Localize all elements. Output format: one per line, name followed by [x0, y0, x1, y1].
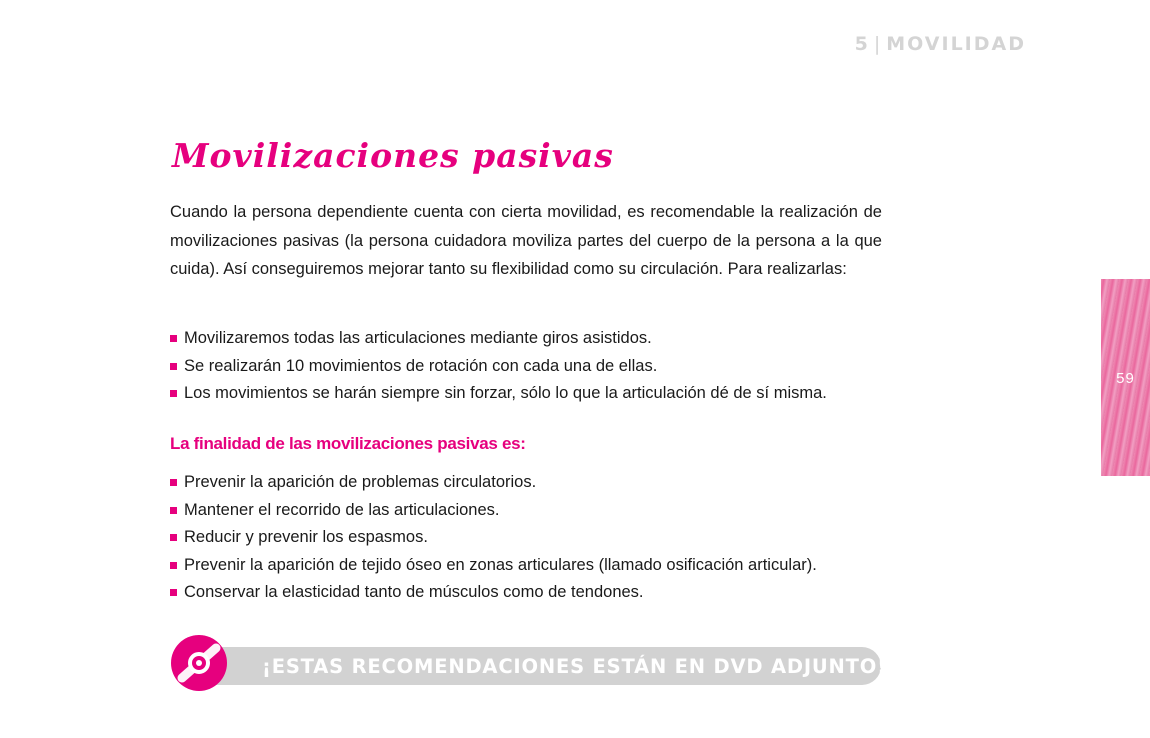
chapter-header: [855, 33, 1026, 55]
chapter-title: MOVILIDAD: [886, 33, 1026, 55]
list-item-text: Prevenir la aparición de tejido óseo en zonas articulares (llamado osificación articular).: [184, 555, 817, 574]
bullet-square-icon: [170, 335, 177, 342]
bullet-square-icon: [170, 534, 177, 541]
list-item: [170, 325, 890, 353]
list-item: [170, 524, 890, 552]
list-item-text: Se realizarán 10 movimientos de rotación con cada una de ellas.: [184, 356, 658, 375]
bullet-square-icon: [170, 479, 177, 486]
list-item-text: Reducir y prevenir los espasmos.: [184, 528, 428, 546]
list-item-text: Prevenir la aparición de problemas circulatorios.: [184, 473, 537, 491]
page-number: 59: [1116, 370, 1135, 387]
bullet-square-icon: [170, 363, 177, 370]
chapter-number: 5: [854, 33, 870, 55]
list-item-text: Movilizaremos todas las articulaciones mediante giros asistidos.: [184, 329, 652, 347]
goals-heading: La finalidad de las movilizaciones pasivas es:: [170, 434, 526, 453]
list-item: [170, 497, 890, 525]
intro-paragraph: Cuando la persona dependiente cuenta con cierta movilidad, es recomendable la realización de movilizaciones pasivas (la persona cuidadora moviliza partes del cuerpo de la persona a la que cuida). Así conseguiremos mejorar tanto su flexibilidad como su circulación. Para realizarlas:: [170, 203, 882, 278]
dvd-icon: [170, 634, 228, 692]
steps-list: [170, 325, 890, 408]
bullet-square-icon: [170, 562, 177, 569]
list-item: [170, 552, 890, 580]
dvd-banner-text: ¡ESTAS RECOMENDACIONES ESTÁN EN DVD ADJUNTO!: [262, 655, 887, 678]
bullet-square-icon: [170, 390, 177, 397]
chapter-separator: |: [873, 33, 883, 55]
list-item-text: Conservar la elasticidad tanto de músculos como de tendones.: [184, 583, 644, 601]
list-item-text: Los movimientos se harán siempre sin forzar, sólo lo que la articulación dé de sí misma.: [184, 384, 827, 402]
list-item-text: Mantener el recorrido de las articulaciones.: [184, 500, 500, 519]
list-item: [170, 469, 890, 497]
bullet-square-icon: [170, 589, 177, 596]
list-item: [170, 353, 890, 381]
page-title: Movilizaciones pasivas: [172, 136, 614, 175]
list-item: [170, 579, 890, 607]
goals-list: [170, 469, 890, 607]
bullet-square-icon: [170, 507, 177, 514]
list-item: [170, 380, 890, 408]
